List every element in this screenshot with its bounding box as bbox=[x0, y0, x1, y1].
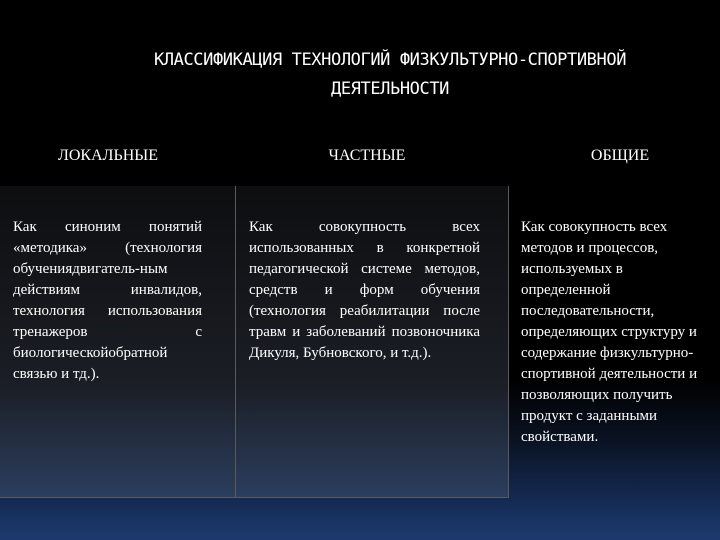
column-header-particular: ЧАСТНЫЕ bbox=[328, 147, 406, 164]
slide-title-line-2: ДЕЯТЕЛЬНОСТИ bbox=[330, 79, 450, 99]
column-text-general: Как совокупность всех методов и процессов, используемых в определенной последовательности, определяющих структуру и содержание физкультурно-спортивной деятельности и позволяющих получить продукт с заданными свойствами. bbox=[521, 219, 698, 445]
slide-title-line-1: КЛАССИФИКАЦИЯ ТЕХНОЛОГИЙ ФИЗКУЛЬТУРНО-СПОРТИВНОЙ bbox=[153, 50, 627, 70]
column-text-local: Как синоним понятий «методика» (технология обучениядвигатель-ным действиям инвалидов, технология использования тренажеров с биологическойобратной связью и тд.). bbox=[13, 219, 202, 382]
column-header-local: ЛОКАЛЬНЫЕ bbox=[58, 147, 158, 164]
column-header-general: ОБЩИЕ bbox=[590, 147, 650, 164]
slide-title bbox=[60, 46, 720, 104]
column-text-particular: Как совокупность всех использованных в конкретной педагогической системе методов, средств и форм обучения (технология реабилитации после травм и заболеваний позвоночника Дикуля, Бубновского, и т.д.). bbox=[249, 219, 480, 361]
